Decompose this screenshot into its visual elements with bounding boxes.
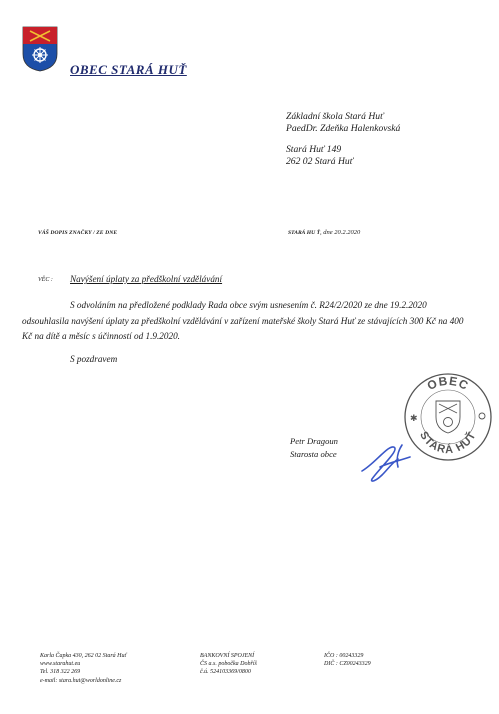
footer-ico: IČO : 00243329	[324, 653, 364, 659]
greeting: S pozdravem	[70, 354, 118, 364]
date-value: , dne 20.2.2020	[320, 229, 361, 236]
footer-bank-label: BANKOVNÍ SPOJENÍ	[200, 653, 255, 659]
reference-label: VÁŠ DOPIS ZNAČKY / ZE DNE	[38, 230, 118, 236]
footer-dic: DIČ : CZ00243329	[324, 661, 371, 668]
svg-text:STARÁ HUŤ: STARÁ HUŤ	[417, 429, 479, 457]
coat-of-arms-logo	[22, 26, 58, 72]
date-place: STARÁ HU Ť	[288, 230, 321, 236]
svg-text:OBEC: OBEC	[424, 373, 472, 394]
footer-ids	[324, 652, 371, 668]
recipient-person: PaedDr. Zdeňka Halenkovská	[286, 123, 401, 134]
footer-phone: Tel. 318 322 269	[40, 669, 81, 676]
recipient-city: 262 02 Stará Huť	[286, 156, 354, 167]
signatory-title: Starosta obce	[290, 449, 337, 459]
footer-contact	[40, 652, 127, 685]
signatory-name: Petr Dragoun	[290, 436, 338, 446]
footer-bank-name: ČS a.s. pobočka Dobříš	[200, 661, 257, 668]
subject-label: VĚC :	[38, 277, 53, 283]
body-paragraph: S odvoláním na předložené podklady Rada obce svým usnesením č. R24/2/2020 ze dne 19.2.2020 odsouhlasila navýšení úplaty za předškolní vzdělávání v zařízení mateřské školy Stará Huť ze stávajících 300 Kč na 400 Kč na dítě a měsíc s účinností od 1.9.2020.	[22, 300, 464, 341]
footer-website: www.starahut.eu	[40, 661, 81, 668]
recipient-street: Stará Huť 149	[286, 144, 342, 155]
handwritten-signature	[358, 437, 428, 487]
svg-text:✱: ✱	[410, 414, 418, 424]
footer-email: e-mail: stara.hut@worldonline.cz	[40, 677, 122, 684]
subject-text: Navýšení úplaty za předškolní vzdělávání	[70, 274, 223, 284]
organization-name: OBEC STARÁ HUŤ	[70, 62, 187, 77]
recipient-school: Základní škola Stará Huť	[286, 111, 384, 122]
footer-bank-account: č.ú. 524103369/0800	[200, 669, 251, 676]
footer-bank	[200, 652, 257, 677]
date-line	[288, 229, 360, 236]
footer-address: Karla Čapka 430, 262 02 Stará Huť	[40, 653, 127, 659]
